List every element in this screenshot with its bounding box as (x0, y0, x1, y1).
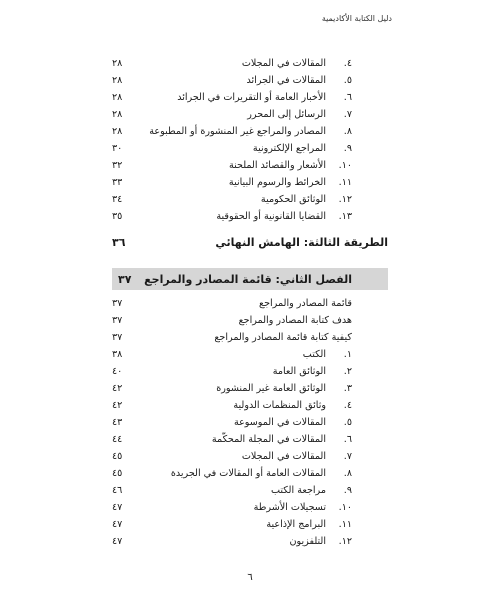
page-number: ٦ (247, 572, 253, 583)
item-page: ٤٠ (112, 366, 123, 377)
item-number: ٨. (343, 126, 352, 137)
item-title: الوثائق العامة (272, 366, 326, 377)
item-number: ٨. (343, 468, 352, 479)
item-number: ١. (343, 349, 352, 360)
item-number: ٥. (343, 417, 352, 428)
toc-row (112, 517, 352, 533)
toc-row (112, 364, 352, 380)
item-title: وثائق المنظمات الدولية (233, 400, 326, 411)
toc-row (112, 347, 352, 363)
toc-row (112, 209, 352, 225)
item-number: ٩. (343, 143, 352, 154)
item-title: الرسائل إلى المحرر (247, 109, 326, 120)
item-title: المقالات في الجرائد (246, 75, 326, 86)
item-number: ٤. (343, 58, 352, 69)
item-title: المقالات في المجلات (241, 58, 326, 69)
item-title: كيفية كتابة قائمة المصادر والمراجع (214, 332, 352, 343)
toc-row (112, 449, 352, 465)
item-number: ٦. (343, 434, 352, 445)
item-page: ٤٢ (112, 383, 123, 394)
item-title: المراجع الإلكترونية (252, 143, 326, 154)
item-number: ٩. (343, 485, 352, 496)
chapter-heading-title: الفصل الثاني: قائمة المصادر والمراجع (144, 272, 352, 286)
item-number: ١١. (338, 519, 352, 530)
toc-row (112, 500, 352, 516)
toc-row (112, 313, 352, 329)
item-page: ٤٦ (112, 485, 123, 496)
toc-row (112, 107, 352, 123)
item-page: ٣٧ (112, 315, 123, 326)
item-title: قائمة المصادر والمراجع (258, 298, 352, 309)
item-page: ٣٢ (112, 160, 123, 171)
item-title: مراجعة الكتب (270, 485, 326, 496)
item-title: تسجيلات الأشرطة (253, 502, 326, 513)
item-page: ٢٨ (112, 92, 123, 103)
toc-row (112, 124, 352, 140)
item-number: ١٠. (338, 160, 352, 171)
chapter-heading-bar (112, 268, 388, 290)
item-title: المقالات العامة أو المقالات في الجريدة (170, 468, 326, 479)
chapter-heading-page: ٣٧ (118, 272, 132, 286)
item-number: ١٢. (338, 536, 352, 547)
item-number: ٢. (343, 366, 352, 377)
toc-row (112, 415, 352, 431)
toc-row (112, 90, 352, 106)
toc-row (112, 466, 352, 482)
item-title: الوثائق العامة غير المنشورة (216, 383, 326, 394)
item-page: ٣٧ (112, 332, 123, 343)
item-page: ٣٨ (112, 349, 123, 360)
item-number: ٣. (343, 383, 352, 394)
item-page: ٤٣ (112, 417, 123, 428)
toc-row (112, 141, 352, 157)
item-number: ٧. (343, 109, 352, 120)
toc-row (112, 296, 352, 312)
item-page: ٤٥ (112, 451, 123, 462)
item-page: ٤٢ (112, 400, 123, 411)
item-page: ٢٨ (112, 109, 123, 120)
item-page: ٤٤ (112, 434, 123, 445)
toc-row (112, 381, 352, 397)
item-page: ٤٥ (112, 468, 123, 479)
toc-row (112, 398, 352, 414)
item-title: المصادر والمراجع غير المنشورة أو المطبوعة (149, 126, 326, 137)
item-page: ٢٨ (112, 58, 123, 69)
section-heading-page: ٣٦ (112, 236, 126, 249)
toc-row (112, 192, 352, 208)
item-number: ٤. (343, 400, 352, 411)
item-page: ٣٥ (112, 211, 123, 222)
item-page: ٤٧ (112, 519, 123, 530)
item-title: الكتب (302, 349, 326, 360)
item-page: ٤٧ (112, 502, 123, 513)
item-page: ٤٧ (112, 536, 123, 547)
item-number: ١٣. (338, 211, 352, 222)
item-title: الأشعار والقصائد الملحنة (228, 160, 326, 171)
item-page: ٣٣ (112, 177, 123, 188)
item-number: ١٢. (338, 194, 352, 205)
item-number: ١١. (338, 177, 352, 188)
toc-row (112, 175, 352, 191)
item-title: الوثائق الحكومية (260, 194, 326, 205)
item-number: ٧. (343, 451, 352, 462)
toc-row (112, 534, 352, 550)
item-page: ٢٨ (112, 75, 123, 86)
item-number: ٥. (343, 75, 352, 86)
item-number: ١٠. (338, 502, 352, 513)
item-number: ٦. (343, 92, 352, 103)
item-title: البرامج الإذاعية (266, 519, 326, 530)
item-title: القضايا القانونية أو الحقوقية (216, 211, 326, 222)
item-title: الأخبار العامة أو التقريرات في الجرائد (177, 92, 326, 103)
section-heading-title: الطريقة الثالثة: الهامش النهائي (215, 236, 388, 249)
toc-row (112, 56, 352, 72)
item-page: ٣٧ (112, 298, 123, 309)
toc-row (112, 73, 352, 89)
toc-row (112, 483, 352, 499)
toc-row (112, 330, 352, 346)
running-header: دليل الكتابة الأكاديمية (321, 14, 392, 23)
section-heading-row (112, 235, 388, 251)
item-title: المقالات في المجلات (241, 451, 326, 462)
item-page: ٣٤ (112, 194, 123, 205)
item-title: الخرائط والرسوم البيانية (228, 177, 326, 188)
toc-row (112, 158, 352, 174)
item-page: ٣٠ (112, 143, 123, 154)
item-title: التلفزيون (289, 536, 326, 547)
item-title: المقالات في الموسوعة (233, 417, 326, 428)
toc-row (112, 432, 352, 448)
item-title: هدف كتابة المصادر والمراجع (238, 315, 352, 326)
item-page: ٢٨ (112, 126, 123, 137)
item-title: المقالات في المجلة المحكّمة (211, 434, 326, 445)
